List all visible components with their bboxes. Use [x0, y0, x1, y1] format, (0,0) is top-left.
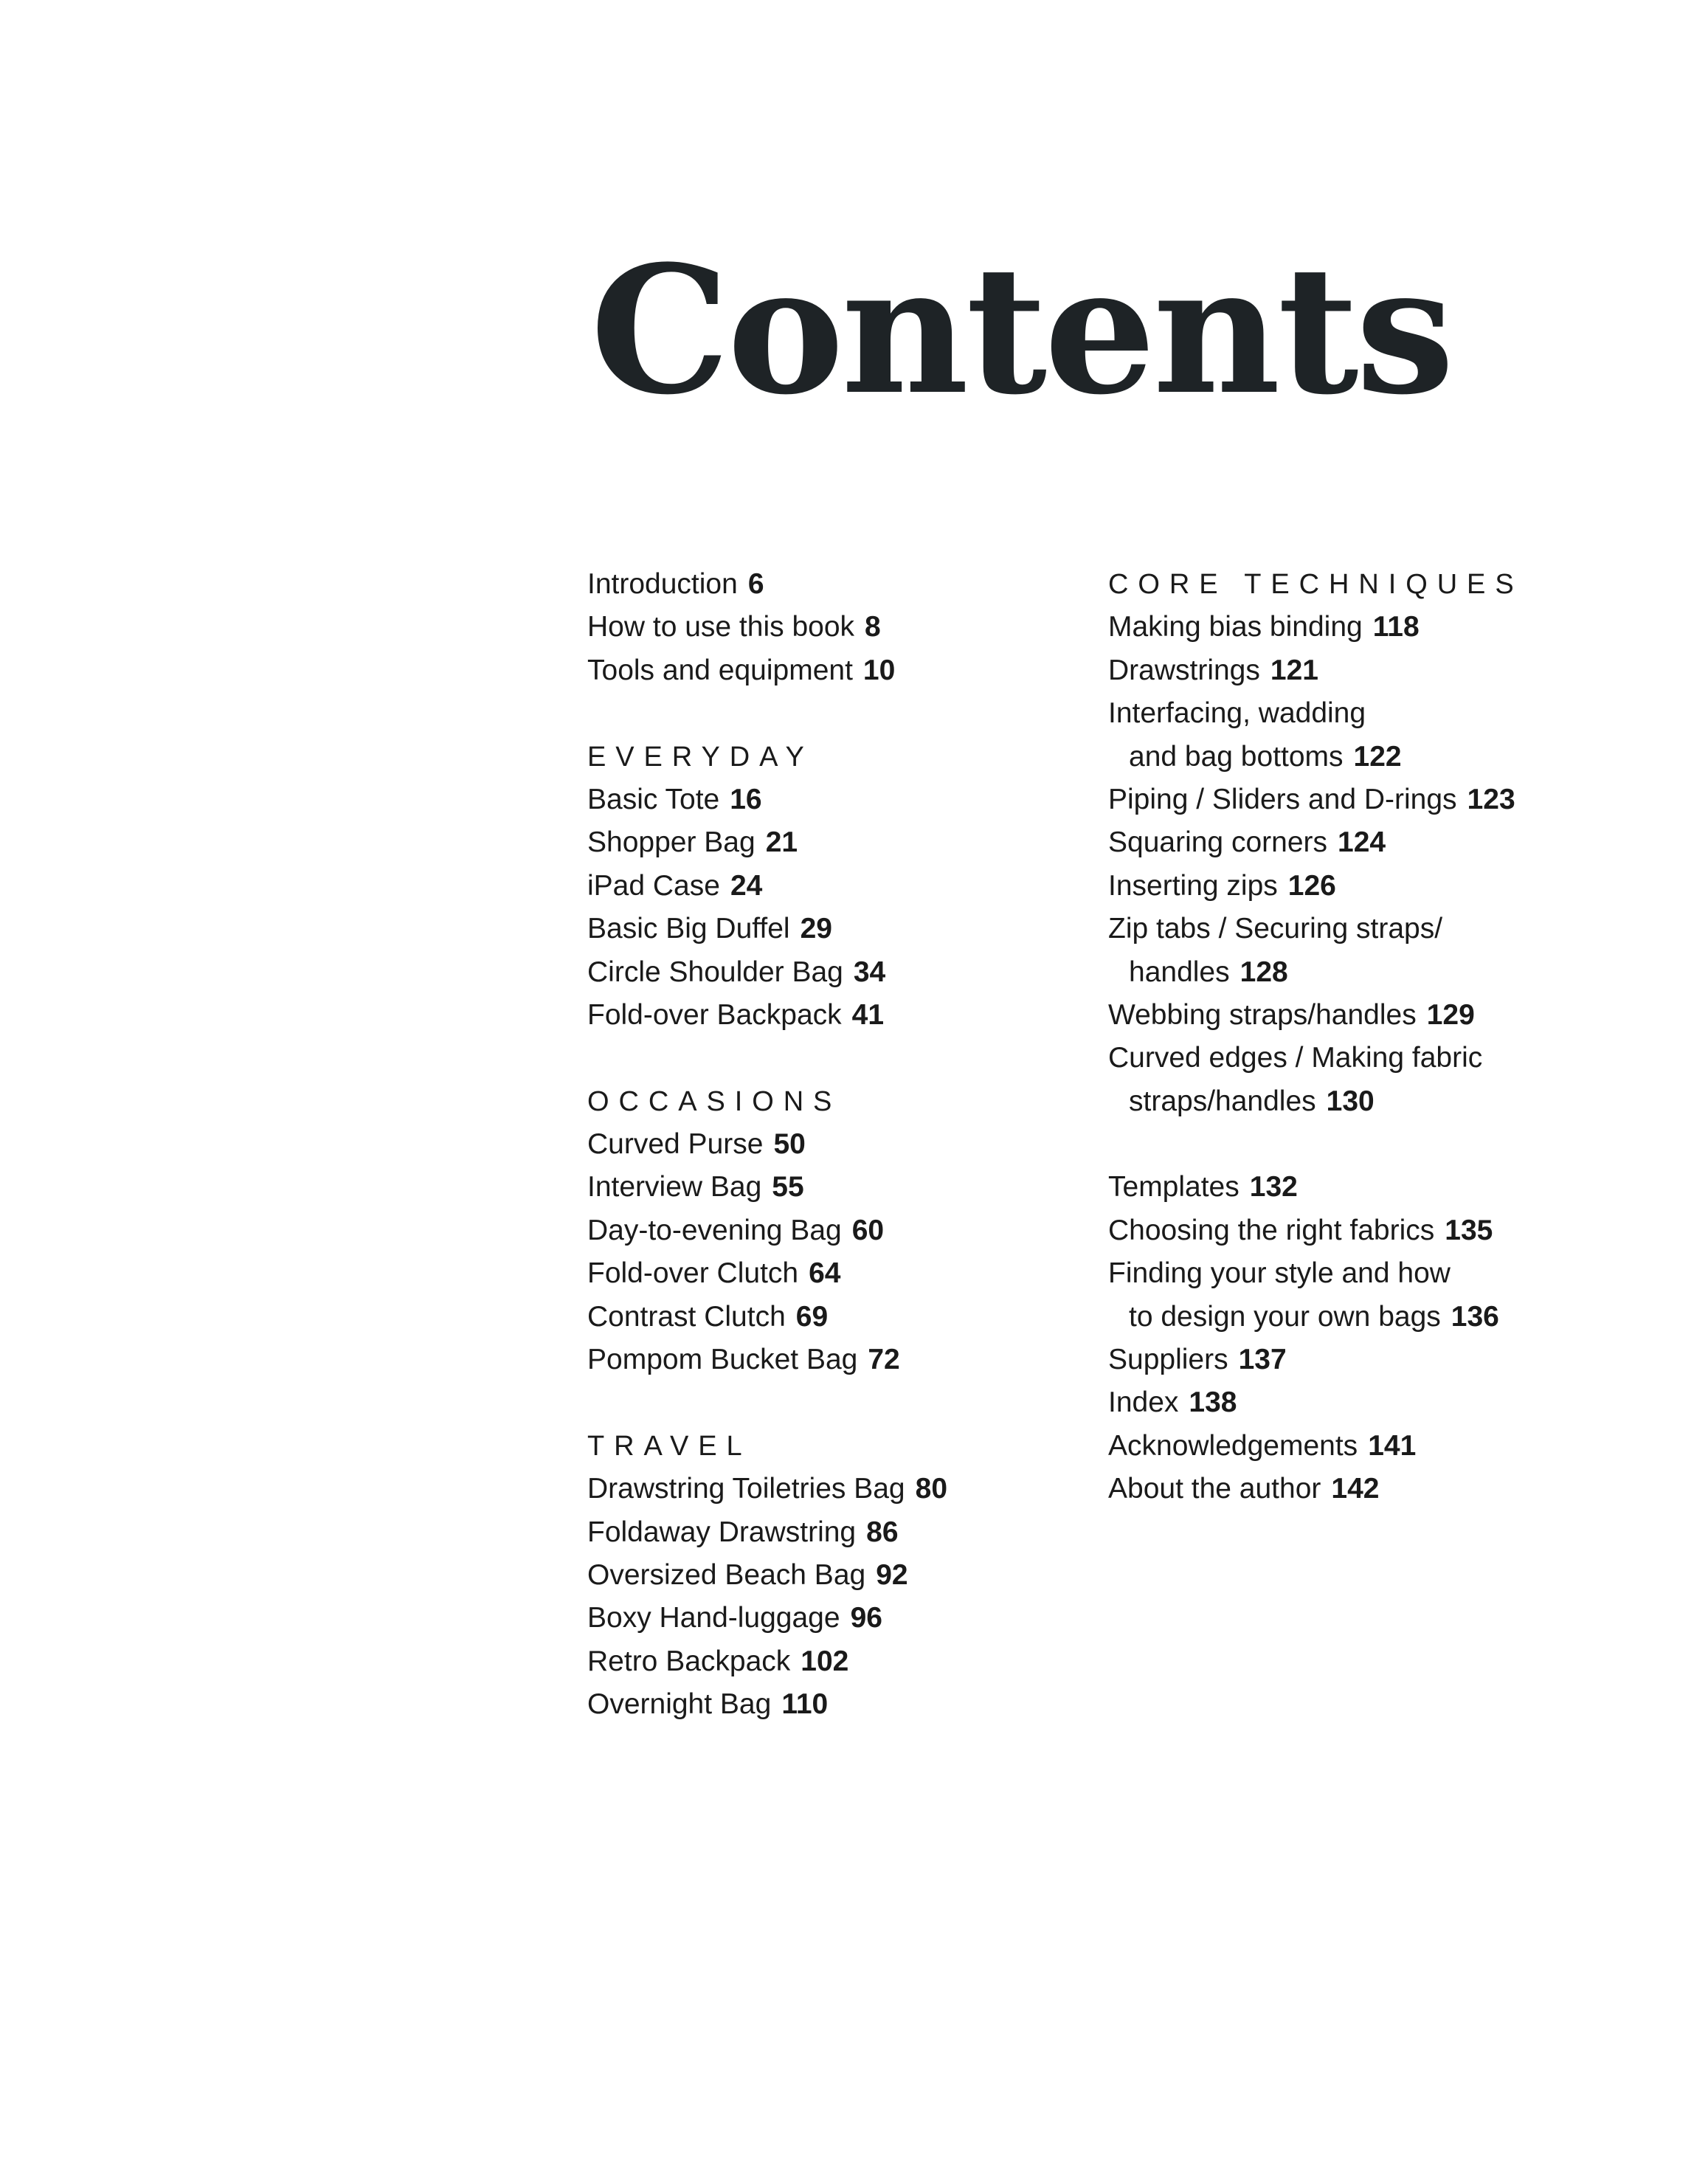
- toc-page-number: 135: [1445, 1214, 1493, 1246]
- toc-entry-title: iPad Case: [587, 869, 720, 902]
- section-heading: OCCASIONS: [587, 1085, 842, 1117]
- toc-entry[interactable]: [1108, 994, 1524, 1037]
- toc-entry-line: [1108, 1037, 1524, 1080]
- toc-entry-line: [587, 1123, 947, 1166]
- toc-entry-title: straps/handles: [1129, 1085, 1316, 1117]
- toc-entry-line: [1108, 1468, 1524, 1510]
- toc-page-number: 69: [795, 1300, 829, 1333]
- toc-entry-line: [587, 563, 947, 606]
- toc-entry-title: Pompom Bucket Bag: [587, 1344, 858, 1376]
- toc-page-number: 16: [730, 783, 762, 815]
- toc-entry-line: [587, 1339, 947, 1381]
- toc-entry-line: [587, 821, 947, 864]
- toc-entry-title: Oversized Beach Bag: [587, 1558, 866, 1591]
- toc-entry-line: [587, 994, 947, 1037]
- toc-entry-title: Inserting zips: [1108, 869, 1278, 902]
- toc-page-number: 121: [1270, 654, 1318, 686]
- toc-entry-title: to design your own bags: [1129, 1300, 1441, 1333]
- contents-right-column: [1108, 563, 1524, 1554]
- toc-page-number: 122: [1353, 740, 1402, 773]
- toc-entry[interactable]: [1108, 1468, 1524, 1510]
- toc-page-number: 141: [1368, 1429, 1417, 1462]
- toc-entry-line: [1108, 736, 1524, 778]
- toc-entry[interactable]: [587, 606, 947, 649]
- toc-page-number: 29: [800, 913, 832, 945]
- toc-page-number: 129: [1426, 998, 1475, 1031]
- toc-entry-line: [1108, 908, 1524, 950]
- toc-entry[interactable]: [1108, 1425, 1524, 1468]
- toc-page-number: 124: [1338, 826, 1386, 859]
- toc-entry-title: Contrast Clutch: [587, 1300, 786, 1333]
- toc-page-number: 132: [1249, 1171, 1298, 1203]
- toc-entry-line: [587, 1511, 947, 1554]
- toc-entry[interactable]: [1108, 606, 1524, 649]
- contents-section: [587, 1425, 947, 1727]
- toc-entry-line: [1108, 1252, 1524, 1295]
- toc-entry-title: Boxy Hand-luggage: [587, 1602, 840, 1634]
- toc-entry[interactable]: [1108, 865, 1524, 908]
- toc-page-number: 123: [1467, 783, 1515, 815]
- toc-entry-line: [587, 908, 947, 950]
- contents-section: [1108, 1166, 1524, 1510]
- toc-entry[interactable]: [1108, 692, 1524, 778]
- toc-entry[interactable]: [1108, 1209, 1524, 1252]
- toc-entry-line: [1108, 865, 1524, 908]
- toc-entry-line: [587, 1597, 947, 1640]
- toc-page-number: 80: [915, 1473, 948, 1505]
- toc-entry[interactable]: [1108, 1381, 1524, 1424]
- toc-page-number: 138: [1189, 1386, 1237, 1419]
- toc-entry-line: [1108, 994, 1524, 1037]
- toc-entry-line: [1108, 951, 1524, 994]
- toc-entry[interactable]: [1108, 908, 1524, 994]
- toc-entry[interactable]: [587, 1597, 947, 1640]
- toc-page-number: 128: [1239, 956, 1288, 988]
- toc-entry-line: [587, 1468, 947, 1510]
- toc-entry-title: Introduction: [587, 568, 738, 600]
- toc-page-number: 92: [876, 1558, 908, 1591]
- toc-entry-title: Finding your style and how: [1108, 1257, 1451, 1290]
- toc-page-number: 55: [772, 1171, 804, 1203]
- section-heading: CORE TECHNIQUES: [1108, 569, 1524, 600]
- toc-entry[interactable]: [587, 1511, 947, 1554]
- toc-entry[interactable]: [587, 1554, 947, 1597]
- toc-page-number: 8: [865, 611, 881, 643]
- toc-entry-title: Interview Bag: [587, 1171, 762, 1203]
- toc-page-number: 142: [1331, 1473, 1380, 1505]
- toc-entry-title: Fold-over Backpack: [587, 998, 842, 1031]
- toc-page-number: 21: [765, 826, 798, 859]
- toc-entry[interactable]: [587, 865, 947, 908]
- toc-entry-line: [587, 865, 947, 908]
- toc-entry[interactable]: [587, 1209, 947, 1252]
- toc-page-number: 110: [781, 1688, 829, 1721]
- toc-entry[interactable]: [587, 994, 947, 1037]
- toc-entry-title: Interfacing, wadding: [1108, 697, 1366, 730]
- toc-entry-title: Curved edges / Making fabric: [1108, 1042, 1483, 1074]
- toc-entry-title: About the author: [1108, 1473, 1321, 1505]
- toc-entry-title: Choosing the right fabrics: [1108, 1214, 1435, 1246]
- toc-entry-line: [1108, 1339, 1524, 1381]
- page-title: Contents: [590, 228, 1452, 434]
- toc-page-number: 126: [1287, 869, 1336, 902]
- toc-entry-line: [587, 1166, 947, 1209]
- toc-page-number: 34: [853, 956, 886, 988]
- toc-entry-title: Piping / Sliders and D-rings: [1108, 783, 1457, 815]
- toc-entry-title: Curved Purse: [587, 1128, 764, 1161]
- section-heading: EVERYDAY: [587, 741, 814, 773]
- toc-entry[interactable]: [587, 821, 947, 864]
- toc-page-number: 41: [851, 998, 885, 1031]
- toc-page-number: 72: [868, 1344, 900, 1376]
- toc-entry-title: Overnight Bag: [587, 1688, 772, 1721]
- toc-entry-title: Suppliers: [1108, 1344, 1228, 1376]
- toc-entry-title: Foldaway Drawstring: [587, 1516, 857, 1548]
- toc-page-number: 6: [747, 568, 764, 600]
- toc-entry[interactable]: [1108, 1339, 1524, 1381]
- toc-entry-title: Fold-over Clutch: [587, 1257, 799, 1290]
- toc-entry-line: [587, 1209, 947, 1252]
- toc-entry[interactable]: [587, 1468, 947, 1510]
- toc-entry-title: and bag bottoms: [1129, 740, 1344, 773]
- toc-entry-line: [587, 649, 947, 692]
- toc-page-number: 137: [1238, 1344, 1287, 1376]
- contents-section: [587, 1080, 947, 1382]
- toc-entry-line: [1108, 778, 1524, 821]
- toc-entry-title: Circle Shoulder Bag: [587, 956, 843, 988]
- toc-entry-title: Drawstring Toiletries Bag: [587, 1473, 905, 1505]
- toc-entry[interactable]: [587, 1166, 947, 1209]
- toc-entry-title: Basic Tote: [587, 783, 720, 815]
- toc-entry-title: How to use this book: [587, 611, 855, 643]
- toc-entry-line: [1108, 1381, 1524, 1424]
- toc-page-number: 10: [862, 654, 896, 686]
- toc-entry[interactable]: [587, 1640, 947, 1683]
- toc-entry-title: Templates: [1108, 1171, 1239, 1203]
- toc-entry[interactable]: [587, 1296, 947, 1339]
- toc-entry-line: [1108, 821, 1524, 864]
- toc-entry[interactable]: [1108, 821, 1524, 864]
- toc-entry[interactable]: [587, 951, 947, 994]
- toc-entry-title: Day-to-evening Bag: [587, 1214, 842, 1246]
- toc-entry-line: [1108, 649, 1524, 692]
- toc-entry[interactable]: [587, 563, 947, 606]
- contents-left-column: [587, 563, 947, 1769]
- toc-page-number: 64: [809, 1257, 841, 1290]
- toc-page-number: 86: [866, 1516, 899, 1548]
- toc-entry[interactable]: [587, 1339, 947, 1381]
- toc-entry[interactable]: [1108, 1037, 1524, 1123]
- toc-entry-line: [587, 606, 947, 649]
- toc-entry-title: Drawstrings: [1108, 654, 1260, 686]
- toc-page-number: 130: [1326, 1085, 1375, 1117]
- toc-entry-line: [587, 1554, 947, 1597]
- contents-section: [587, 736, 947, 1037]
- toc-page-number: 102: [801, 1645, 849, 1677]
- toc-entry[interactable]: [587, 1683, 947, 1726]
- toc-entry[interactable]: [1108, 778, 1524, 821]
- toc-entry-line: [1108, 606, 1524, 649]
- toc-entry-title: Basic Big Duffel: [587, 913, 790, 945]
- toc-page-number: 50: [773, 1128, 806, 1161]
- toc-entry-title: Webbing straps/handles: [1108, 998, 1417, 1031]
- toc-page-number: 136: [1451, 1300, 1499, 1333]
- toc-entry[interactable]: [587, 1252, 947, 1295]
- toc-entry-line: [587, 951, 947, 994]
- toc-page-number: 24: [730, 869, 763, 902]
- contents-section: [1108, 563, 1524, 1123]
- toc-entry[interactable]: [587, 1123, 947, 1166]
- toc-entry[interactable]: [587, 778, 947, 821]
- toc-entry-title: Tools and equipment: [587, 654, 853, 686]
- toc-entry-line: [1108, 1425, 1524, 1468]
- toc-entry-title: Retro Backpack: [587, 1645, 791, 1677]
- section-heading: TRAVEL: [587, 1430, 752, 1462]
- toc-entry-line: [1108, 1209, 1524, 1252]
- toc-entry-line: [1108, 1166, 1524, 1209]
- toc-entry-line: [587, 1640, 947, 1683]
- toc-page-number: 118: [1372, 611, 1420, 643]
- toc-entry-title: Shopper Bag: [587, 826, 756, 859]
- contents-section: [587, 563, 947, 692]
- toc-entry[interactable]: [1108, 1166, 1524, 1209]
- toc-entry-title: Acknowledgements: [1108, 1429, 1358, 1462]
- toc-entry-title: Zip tabs / Securing straps/: [1108, 913, 1443, 945]
- toc-entry-line: [587, 1296, 947, 1339]
- toc-page-number: 60: [851, 1214, 885, 1246]
- toc-entry-title: handles: [1129, 956, 1230, 988]
- toc-entry-line: [587, 778, 947, 821]
- toc-entry[interactable]: [587, 908, 947, 950]
- toc-entry-title: Index: [1108, 1386, 1179, 1419]
- toc-entry-line: [587, 1252, 947, 1295]
- toc-entry-line: [1108, 1080, 1524, 1123]
- toc-page-number: 96: [850, 1602, 882, 1634]
- toc-entry-line: [587, 1683, 947, 1726]
- toc-entry-line: [1108, 1296, 1524, 1339]
- toc-entry-title: Making bias binding: [1108, 611, 1363, 643]
- toc-entry[interactable]: [587, 649, 947, 692]
- toc-entry[interactable]: [1108, 1252, 1524, 1339]
- toc-entry-title: Squaring corners: [1108, 826, 1327, 859]
- toc-entry-line: [1108, 692, 1524, 735]
- toc-entry[interactable]: [1108, 649, 1524, 692]
